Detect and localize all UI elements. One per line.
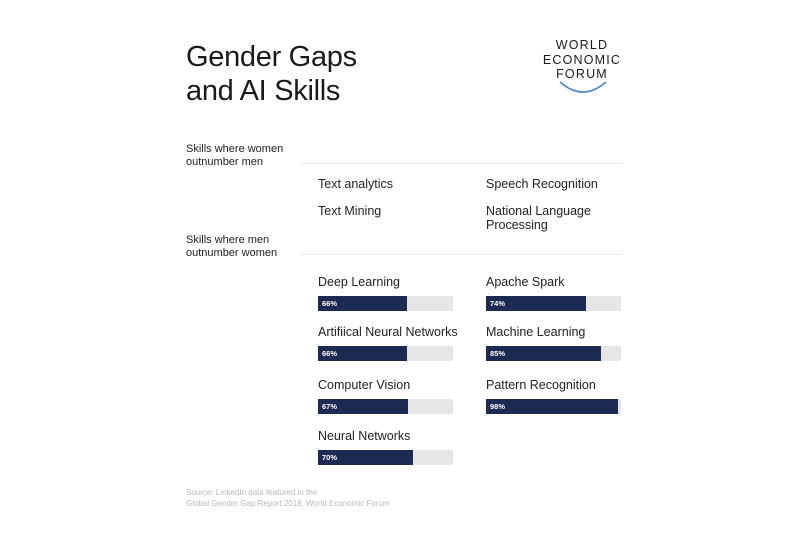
women-skill-item: Speech Recognition	[486, 177, 598, 191]
logo-arc-icon	[558, 80, 608, 96]
women-section-label: Skills where women outnumber men	[186, 143, 284, 168]
bar-category-label: Artifiical Neural Networks	[318, 325, 458, 339]
bar-value-label: 85%	[490, 349, 506, 358]
source-note: Source: LinkedIn data featured in the Global Gender Gap Report 2018, World Economic Forum	[186, 488, 390, 508]
bar-value-label: 66%	[322, 299, 338, 308]
bar-track	[486, 346, 621, 361]
bar-track	[486, 399, 621, 414]
wef-logo	[540, 38, 630, 98]
bar	[486, 399, 618, 414]
divider	[300, 254, 622, 255]
bar-item	[318, 378, 454, 414]
women-skill-item: Text Mining	[318, 204, 382, 218]
bar-category-label: Pattern Recognition	[486, 378, 596, 392]
bar-category-label: Machine Learning	[486, 325, 586, 339]
bar-item	[318, 325, 458, 361]
logo-line-2: ECONOMIC	[542, 52, 622, 67]
bar-track	[318, 399, 453, 414]
bar-value-label: 98%	[490, 402, 506, 411]
logo-line-3: FORUM	[556, 67, 608, 81]
women-skill-item: Text analytics	[318, 177, 394, 191]
bar-value-label: 70%	[322, 453, 338, 462]
bar-value-label: 67%	[322, 402, 338, 411]
bar-item	[318, 275, 454, 311]
bar-item	[486, 275, 622, 311]
bar-item	[486, 325, 622, 361]
divider	[300, 163, 622, 164]
bar-track	[318, 296, 453, 311]
bar-item	[486, 378, 622, 414]
men-section-label: Skills where men outnumber women	[186, 234, 278, 259]
bar-category-label: Neural Networks	[318, 429, 411, 443]
bar-track	[318, 346, 453, 361]
page-title: Gender Gaps and AI Skills	[186, 41, 357, 107]
bar-category-label: Computer Vision	[318, 378, 411, 392]
bar-value-label: 74%	[490, 299, 506, 308]
bar-track	[318, 450, 453, 465]
bar-item	[318, 429, 454, 465]
bar-track	[486, 296, 621, 311]
bar-category-label: Deep Learning	[318, 275, 401, 289]
logo-line-1: WORLD	[555, 38, 609, 52]
bar-value-label: 66%	[322, 349, 338, 358]
bar-category-label: Apache Spark	[486, 275, 565, 289]
women-skill-item: National Language Processing	[486, 204, 591, 232]
